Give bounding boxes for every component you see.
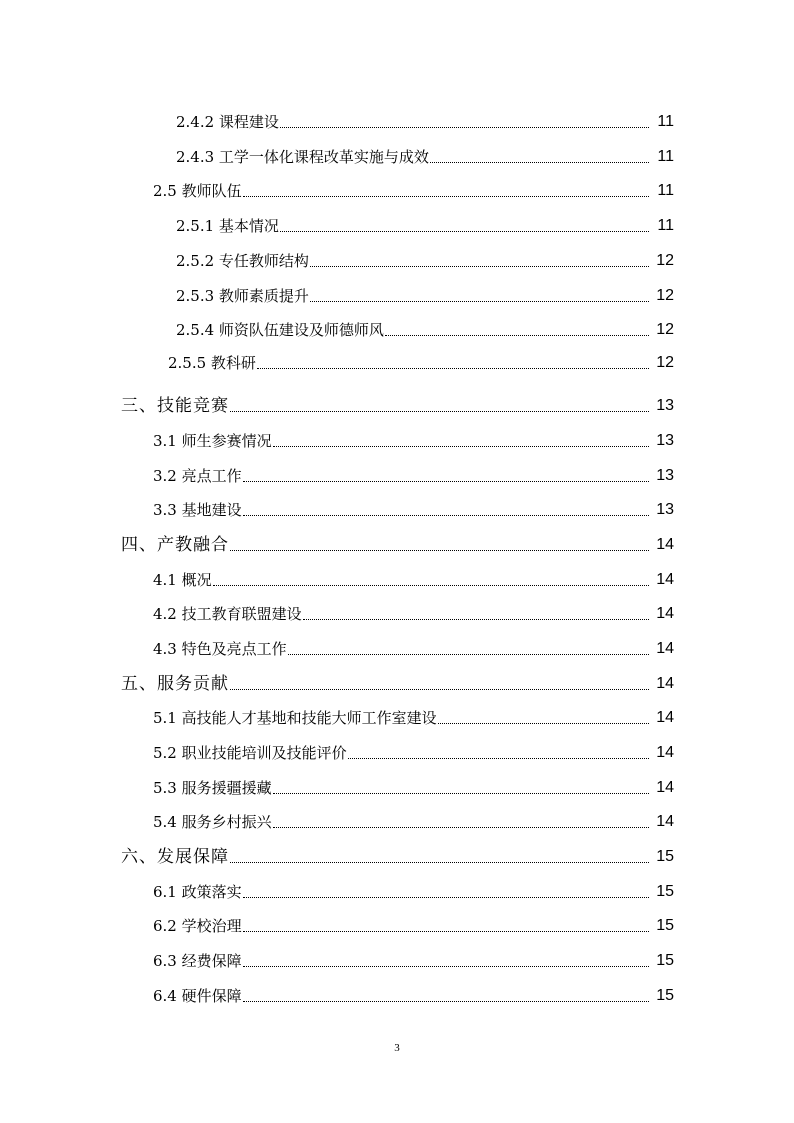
toc-entry-page: 15 <box>656 848 674 865</box>
toc-entry-label: 2.5.1 基本情况 <box>176 217 279 235</box>
toc-entry-page: 12 <box>656 287 674 304</box>
toc-leader-dots <box>213 584 649 586</box>
toc-entry-page: 14 <box>656 640 674 657</box>
toc-leader-dots <box>273 826 649 828</box>
toc-entry-page: 14 <box>656 744 674 761</box>
toc-leader-dots <box>230 549 649 551</box>
toc-entry-page: 11 <box>657 113 674 130</box>
toc-entry-page: 13 <box>656 432 674 449</box>
toc-leader-dots <box>243 480 649 482</box>
toc-leader-dots <box>438 722 649 724</box>
toc-entry-page: 12 <box>656 354 674 371</box>
toc-leader-dots <box>230 861 649 863</box>
toc-entry[interactable] <box>0 280 794 306</box>
toc-entry-label: 2.4.3 工学一体化课程改革实施与成效 <box>176 148 429 166</box>
toc-leader-dots <box>257 367 649 369</box>
toc-entry-label: 3.3 基地建设 <box>153 501 242 519</box>
toc-entry-label: 2.5.2 专任教师结构 <box>176 252 309 270</box>
toc-leader-dots <box>243 965 649 967</box>
toc-entry[interactable] <box>0 598 794 624</box>
toc-entry-page: 15 <box>656 952 674 969</box>
toc-entry-page: 14 <box>656 813 674 830</box>
toc-entry[interactable] <box>0 841 794 867</box>
toc-entry[interactable] <box>0 141 794 167</box>
toc-entry-label: 四、产教融合 <box>121 535 229 555</box>
page-number: 3 <box>394 1042 400 1054</box>
toc-leader-dots <box>243 930 649 932</box>
toc-entry[interactable] <box>0 564 794 590</box>
toc-entry[interactable] <box>0 175 794 201</box>
toc-leader-dots <box>288 653 649 655</box>
toc-entry[interactable] <box>0 806 794 832</box>
toc-leader-dots <box>430 161 649 163</box>
toc-entry[interactable] <box>0 945 794 971</box>
toc-entry[interactable] <box>0 347 794 373</box>
toc-leader-dots <box>273 445 649 447</box>
toc-entry-label: 2.4.2 课程建设 <box>176 113 279 131</box>
toc-entry-label: 6.1 政策落实 <box>153 883 242 901</box>
toc-entry[interactable] <box>0 106 794 132</box>
toc-leader-dots <box>230 410 649 412</box>
toc-entry[interactable] <box>0 633 794 659</box>
toc-entry[interactable] <box>0 876 794 902</box>
toc-entry-label: 三、技能竞赛 <box>121 396 229 416</box>
toc-entry-label: 6.2 学校治理 <box>153 917 242 935</box>
toc-entry-page: 15 <box>656 883 674 900</box>
toc-leader-dots <box>303 618 649 620</box>
toc-entry-label: 5.1 高技能人才基地和技能大师工作室建设 <box>153 709 437 727</box>
toc-entry-label: 5.4 服务乡村振兴 <box>153 813 272 831</box>
toc-entry[interactable] <box>0 910 794 936</box>
toc-entry-page: 15 <box>656 917 674 934</box>
toc-entry-label: 4.2 技工教育联盟建设 <box>153 605 302 623</box>
toc-entry-page: 14 <box>656 605 674 622</box>
toc-entry-label: 2.5.3 教师素质提升 <box>176 287 309 305</box>
toc-entry[interactable] <box>0 245 794 271</box>
toc-entry-page: 11 <box>657 148 674 165</box>
toc-entry[interactable] <box>0 702 794 728</box>
toc-leader-dots <box>310 300 649 302</box>
toc-entry-label: 4.3 特色及亮点工作 <box>153 640 287 658</box>
toc-leader-dots <box>385 334 649 336</box>
toc-entry-label: 六、发展保障 <box>121 847 229 867</box>
toc-entry-page: 13 <box>656 501 674 518</box>
toc-entry[interactable] <box>0 772 794 798</box>
toc-entry-label: 5.2 职业技能培训及技能评价 <box>153 744 347 762</box>
toc-entry-label: 2.5.5 教科研 <box>168 354 256 372</box>
toc-entry[interactable] <box>0 210 794 236</box>
toc-leader-dots <box>348 757 649 759</box>
toc-entry-label: 5.3 服务援疆援藏 <box>153 779 272 797</box>
toc-entry-label: 3.1 师生参赛情况 <box>153 432 272 450</box>
toc-entry-label: 4.1 概况 <box>153 571 212 589</box>
toc-leader-dots <box>280 230 649 232</box>
toc-entry-label: 3.2 亮点工作 <box>153 467 242 485</box>
toc-entry-page: 11 <box>657 182 674 199</box>
toc-leader-dots <box>243 896 649 898</box>
toc-leader-dots <box>243 514 649 516</box>
toc-entry-page: 15 <box>656 987 674 1004</box>
toc-entry-page: 13 <box>656 397 674 414</box>
toc-entry[interactable] <box>0 460 794 486</box>
toc-entry[interactable] <box>0 494 794 520</box>
toc-leader-dots <box>273 792 649 794</box>
toc-entry[interactable] <box>0 314 794 340</box>
toc-entry[interactable] <box>0 390 794 416</box>
toc-entry[interactable] <box>0 529 794 555</box>
toc-entry-page: 14 <box>656 536 674 553</box>
toc-entry-label: 2.5.4 师资队伍建设及师德师风 <box>176 321 384 339</box>
toc-entry[interactable] <box>0 737 794 763</box>
toc-entry-label: 6.4 硬件保障 <box>153 987 242 1005</box>
toc-entry-page: 12 <box>656 252 674 269</box>
toc-entry-page: 14 <box>656 709 674 726</box>
toc-entry-page: 14 <box>656 675 674 692</box>
toc-leader-dots <box>230 688 649 690</box>
toc-entry[interactable] <box>0 980 794 1006</box>
toc-leader-dots <box>310 265 649 267</box>
toc-entry-label: 6.3 经费保障 <box>153 952 242 970</box>
toc-entry-page: 11 <box>657 217 674 234</box>
toc-leader-dots <box>243 1000 649 1002</box>
toc-entry-page: 14 <box>656 779 674 796</box>
toc-entry-page: 13 <box>656 467 674 484</box>
toc-entry[interactable] <box>0 668 794 694</box>
toc-entry[interactable] <box>0 425 794 451</box>
toc-entry-page: 14 <box>656 571 674 588</box>
toc-leader-dots <box>243 195 649 197</box>
toc-entry-label: 2.5 教师队伍 <box>153 182 242 200</box>
toc-entry-label: 五、服务贡献 <box>121 674 229 694</box>
toc-entry-page: 12 <box>656 321 674 338</box>
toc-leader-dots <box>280 126 649 128</box>
